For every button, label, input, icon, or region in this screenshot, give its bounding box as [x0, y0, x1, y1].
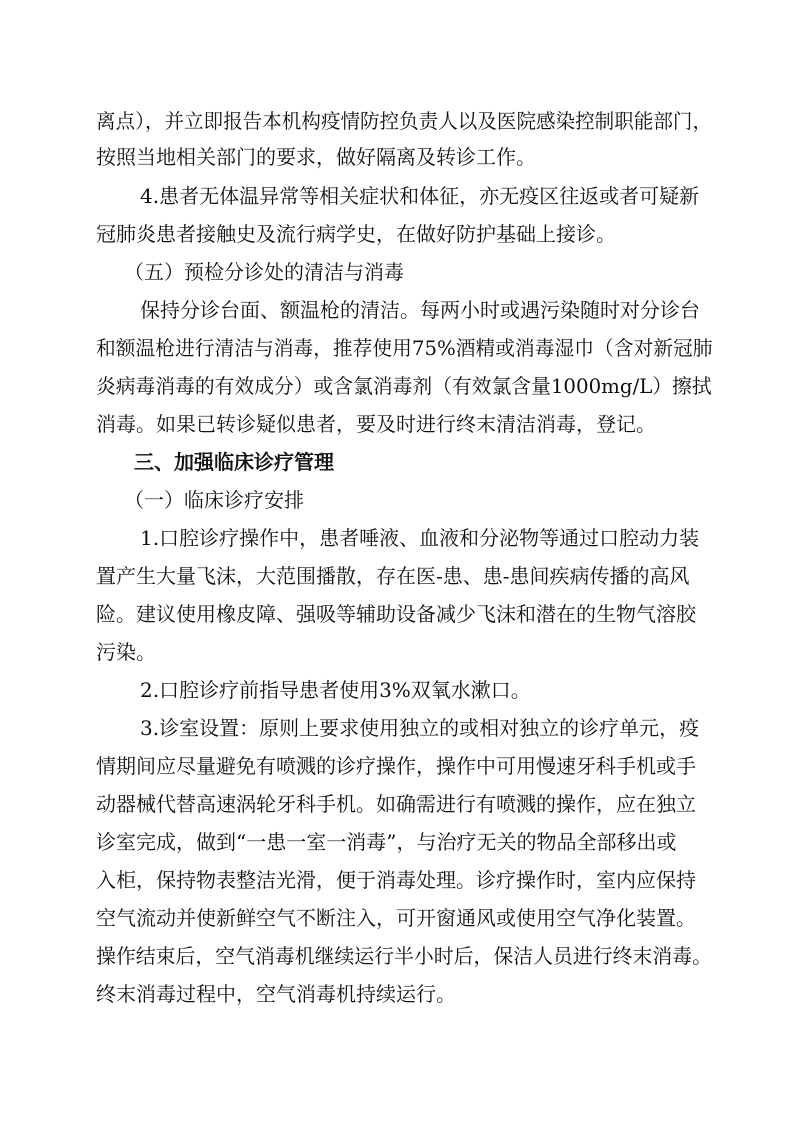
- text-line: 炎病毒消毒的有效成分）或含氯消毒剂（有效氯含量1000mg/L）擦拭: [96, 374, 712, 398]
- text-line: 3.诊室设置：原则上要求使用独立的或相对独立的诊疗单元，疫: [140, 716, 700, 740]
- section-heading: （一）临床诊疗安排: [124, 488, 304, 512]
- text-line: 情期间应尽量避免有喷溅的诊疗操作，操作中可用慢速牙科手机或手: [96, 754, 696, 778]
- text-line: 置产生大量飞沫，大范围播散，存在医-患、患-患间疾病传播的高风: [96, 564, 690, 588]
- text-line: 操作结束后，空气消毒机继续运行半小时后，保洁人员进行终末消毒。: [96, 944, 712, 968]
- text-line: 诊室完成，做到“一患一室一消毒”，与治疗无关的物品全部移出或: [96, 830, 677, 854]
- text-line: 污染。: [96, 640, 156, 664]
- text-line: 2.口腔诊疗前指导患者使用3%双氧水漱口。: [140, 678, 531, 702]
- section-heading: （五）预检分诊处的清洁与消毒: [124, 260, 404, 284]
- text-line: 1.口腔诊疗操作中，患者唾液、血液和分泌物等通过口腔动力装: [140, 526, 700, 550]
- text-line: 空气流动并使新鲜空气不断注入，可开窗通风或使用空气净化装置。: [96, 906, 696, 930]
- text-line: 动器械代替高速涡轮牙科手机。如确需进行有喷溅的操作，应在独立: [96, 792, 696, 816]
- text-line: 终末消毒过程中，空气消毒机持续运行。: [96, 982, 456, 1006]
- text-line: 入柜，保持物表整洁光滑，便于消毒处理。诊疗操作时，室内应保持: [96, 868, 696, 892]
- text-line: 保持分诊台面、额温枪的清洁。每两小时或遇污染随时对分诊台: [140, 298, 700, 322]
- chapter-heading: 三、加强临床诊疗管理: [134, 450, 334, 474]
- text-line: 消毒。如果已转诊疑似患者，要及时进行终末清洁消毒，登记。: [96, 412, 656, 436]
- text-line: 和额温枪进行清洁与消毒，推荐使用75%酒精或消毒湿巾（含对新冠肺: [96, 336, 713, 360]
- text-line: 按照当地相关部门的要求，做好隔离及转诊工作。: [96, 145, 536, 169]
- text-line: 冠肺炎患者接触史及流行病学史，在做好防护基础上接诊。: [96, 222, 616, 246]
- text-line: 险。建议使用橡皮障、强吸等辅助设备减少飞沫和潜在的生物气溶胶: [96, 602, 696, 626]
- text-line: 离点），并立即报告本机构疫情防控负责人以及医院感染控制职能部门，: [96, 109, 713, 133]
- text-line: 4.患者无体温异常等相关症状和体征，亦无疫区往返或者可疑新: [140, 184, 700, 208]
